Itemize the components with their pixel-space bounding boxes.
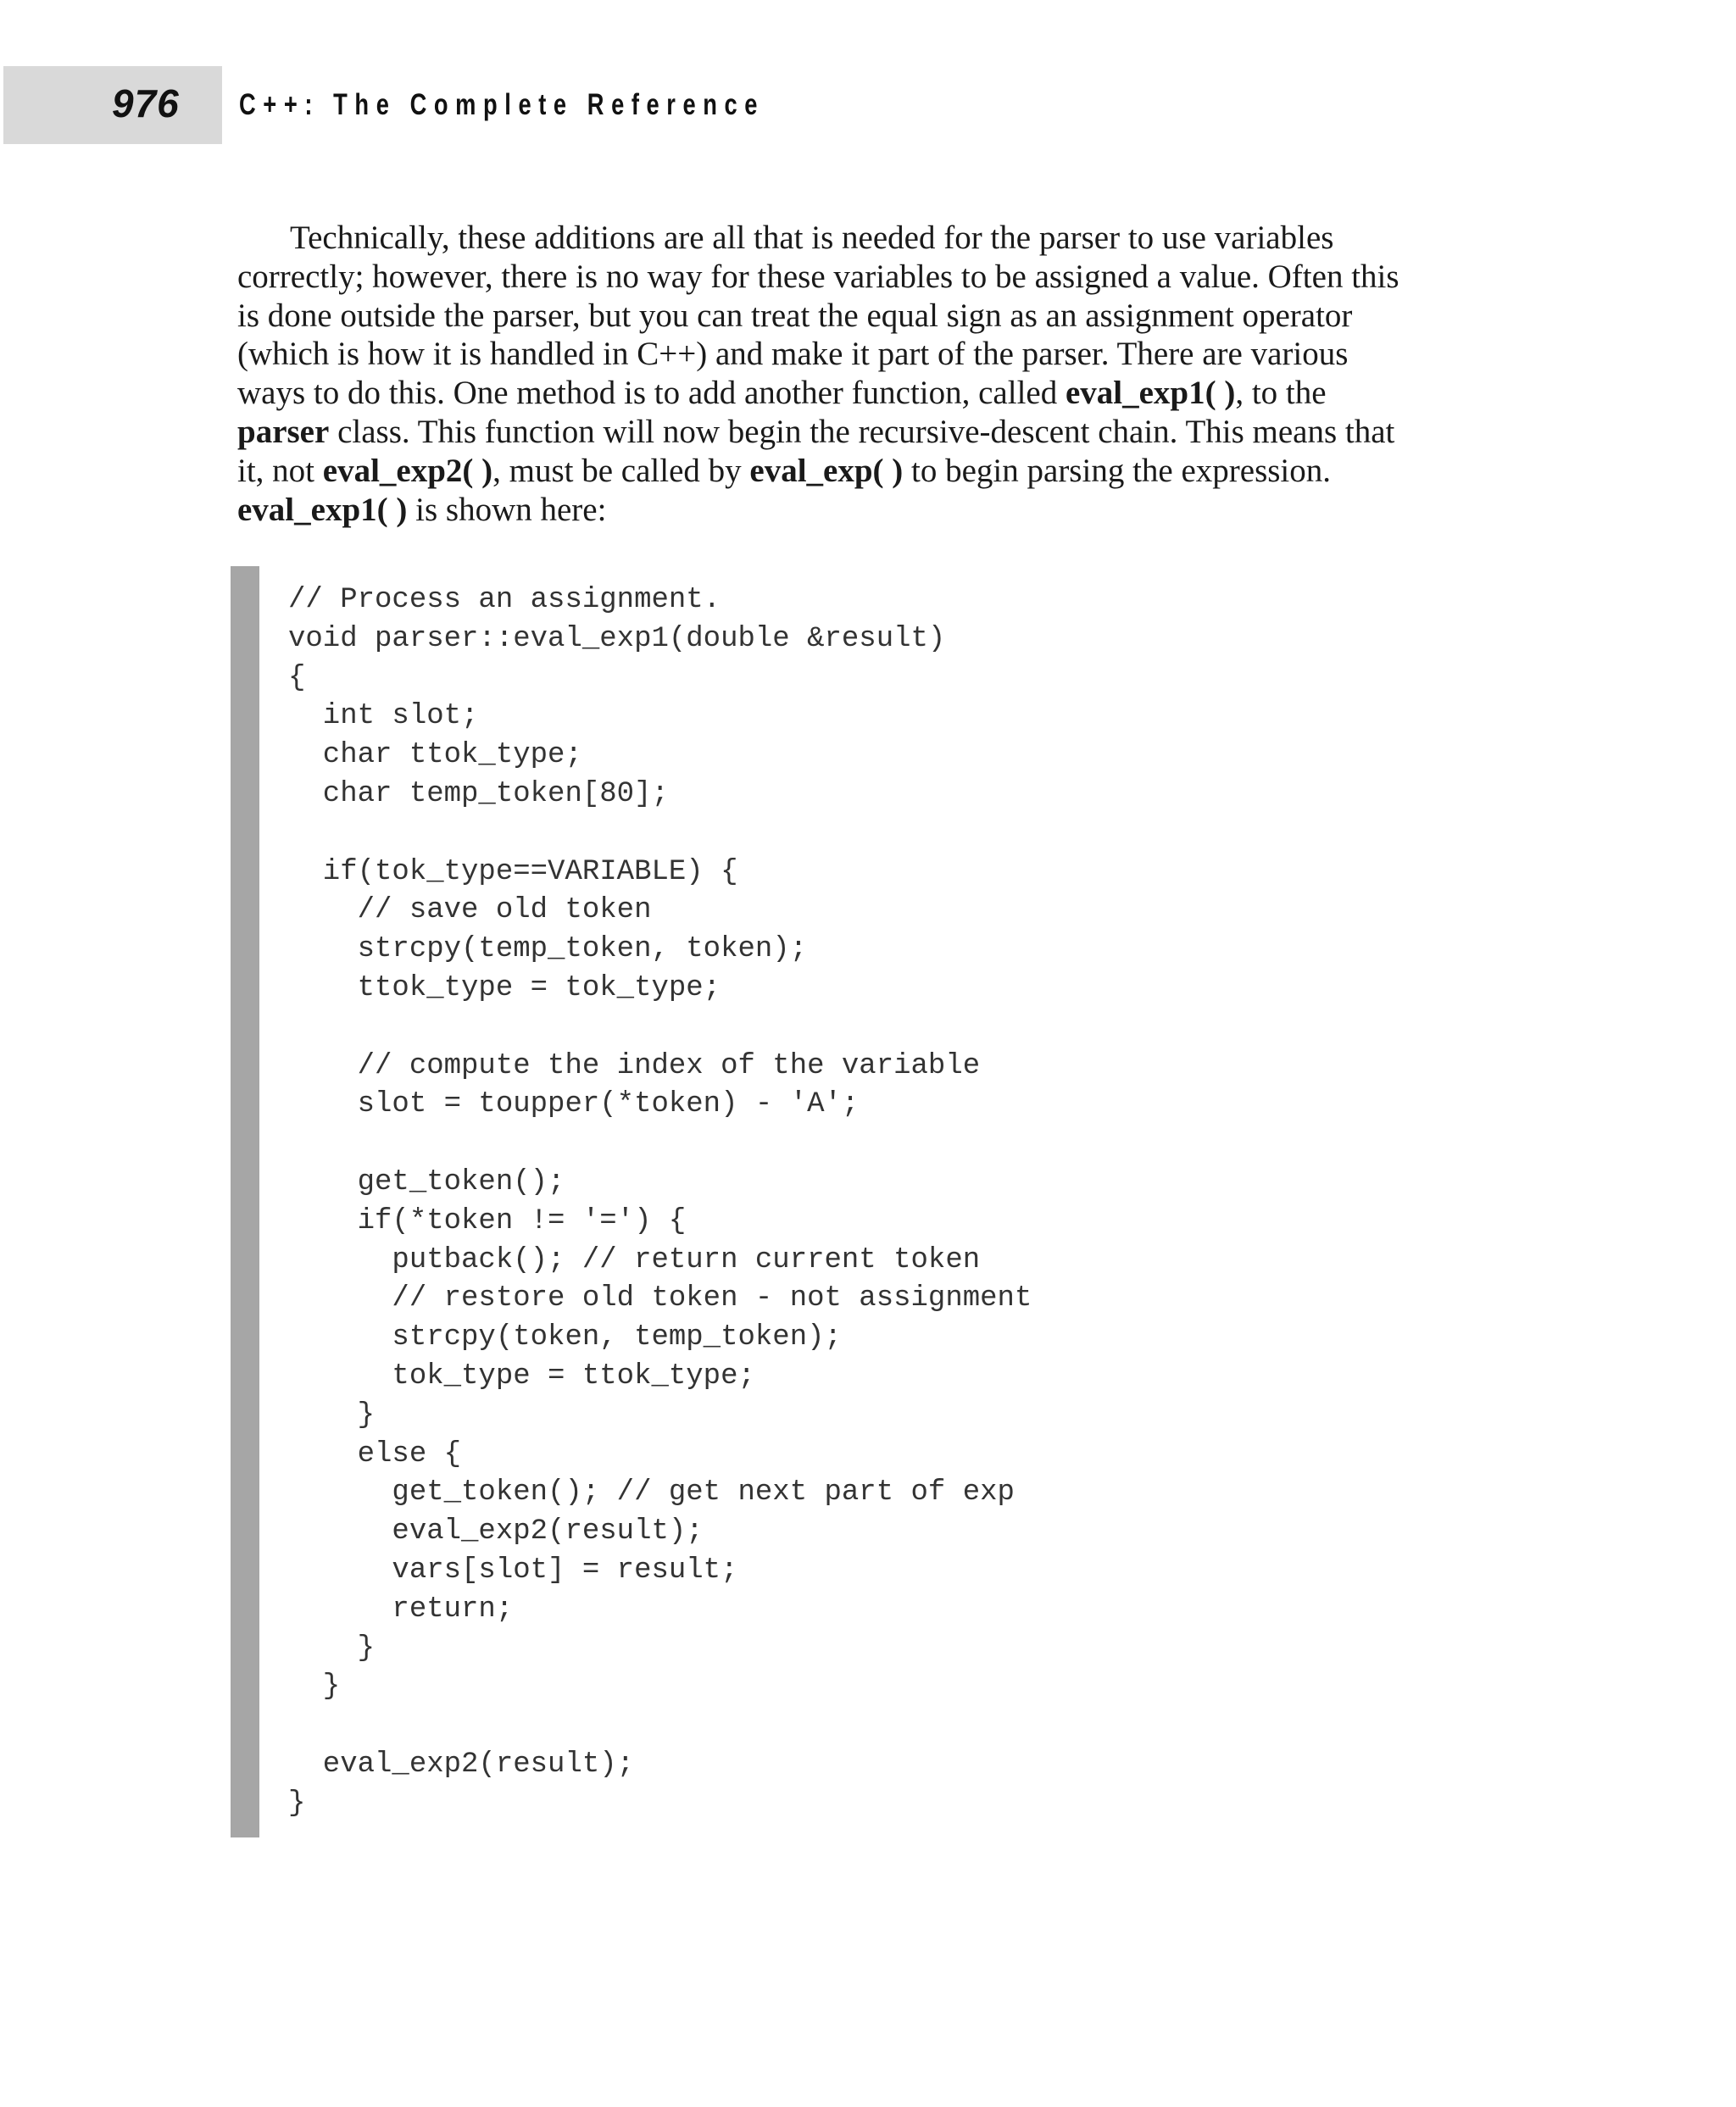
code-line: { <box>288 661 306 694</box>
code-line: eval_exp2(result); <box>288 1515 704 1548</box>
body-paragraph <box>237 219 1488 529</box>
running-header-title: C++: The Complete Reference <box>239 88 765 121</box>
code-line <box>288 1009 1032 1048</box>
code-line: eval_exp2(result); <box>288 1748 635 1781</box>
code-line: if(tok_type==VARIABLE) { <box>288 855 738 888</box>
paragraph-text: correctly; however, there is no way for these variables to be assigned a value. Often this <box>237 258 1399 295</box>
code-line: int slot; <box>288 700 479 733</box>
paragraph-line <box>237 335 1488 374</box>
code-line: get_token(); <box>288 1165 565 1198</box>
code-line: tok_type = ttok_type; <box>288 1359 755 1393</box>
code-line: ttok_type = tok_type; <box>288 971 721 1004</box>
function-name-eval-exp1: eval_exp1( ) <box>1065 375 1236 412</box>
code-line <box>288 1125 1032 1164</box>
code-line: putback(); // return current token <box>288 1243 981 1276</box>
paragraph-line <box>237 491 1488 530</box>
code-line: char temp_token[80]; <box>288 777 669 810</box>
code-line <box>288 814 1032 853</box>
code-line: strcpy(temp_token, token); <box>288 933 808 966</box>
code-line: void parser::eval_exp1(double &result) <box>288 622 946 655</box>
paragraph-line <box>237 219 1488 258</box>
paragraph-line <box>237 258 1488 297</box>
paragraph-text: is done outside the parser, but you can treat the equal sign as an assignment operator <box>237 297 1353 334</box>
code-line: return; <box>288 1593 514 1626</box>
paragraph-text: it, not <box>237 452 323 489</box>
paragraph-text: to begin parsing the expression. <box>903 452 1332 489</box>
code-line: // Process an assignment. <box>288 584 721 616</box>
code-line: slot = toupper(*token) - 'A'; <box>288 1088 860 1121</box>
code-line <box>288 1707 1032 1746</box>
function-name-eval-exp: eval_exp( ) <box>749 452 904 489</box>
page-number: 976 <box>112 81 180 125</box>
code-line: strcpy(token, temp_token); <box>288 1321 842 1354</box>
paragraph-text: , must be called by <box>492 452 750 489</box>
code-line: } <box>288 1398 376 1432</box>
paragraph-text: is shown here: <box>407 491 607 528</box>
paragraph-line <box>237 413 1488 452</box>
code-line: } <box>288 1671 341 1704</box>
code-line: } <box>288 1787 306 1820</box>
class-name-parser: parser <box>237 413 330 450</box>
code-line: char ttok_type; <box>288 739 582 772</box>
paragraph-text: , to the <box>1235 375 1327 412</box>
paragraph-text: class. This function will now begin the recursive-descent chain. This means that <box>329 413 1395 450</box>
code-line: // compute the index of the variable <box>288 1049 981 1082</box>
paragraph-text: (which is how it is handled in C++) and make it part of the parser. There are various <box>237 336 1349 373</box>
paragraph-line <box>237 452 1488 491</box>
function-name-eval-exp2: eval_exp2( ) <box>322 452 493 489</box>
paragraph-text: Technically, these additions are all that is needed for the parser to use variables <box>290 220 1334 256</box>
function-name-eval-exp1: eval_exp1( ) <box>237 491 408 528</box>
code-line: else { <box>288 1437 462 1470</box>
code-line: if(*token != '=') { <box>288 1204 687 1237</box>
code-line: // restore old token - not assignment <box>288 1282 1032 1315</box>
paragraph-text: ways to do this. One method is to add another function, called <box>237 375 1066 412</box>
code-listing-bar <box>231 566 259 1837</box>
paragraph-line <box>237 374 1488 413</box>
code-line: get_token(); // get next part of exp <box>288 1476 1015 1509</box>
code-line: vars[slot] = result; <box>288 1554 738 1587</box>
code-listing <box>288 581 1032 1824</box>
code-line: // save old token <box>288 894 652 927</box>
paragraph-line <box>237 297 1488 336</box>
code-line: } <box>288 1632 376 1665</box>
